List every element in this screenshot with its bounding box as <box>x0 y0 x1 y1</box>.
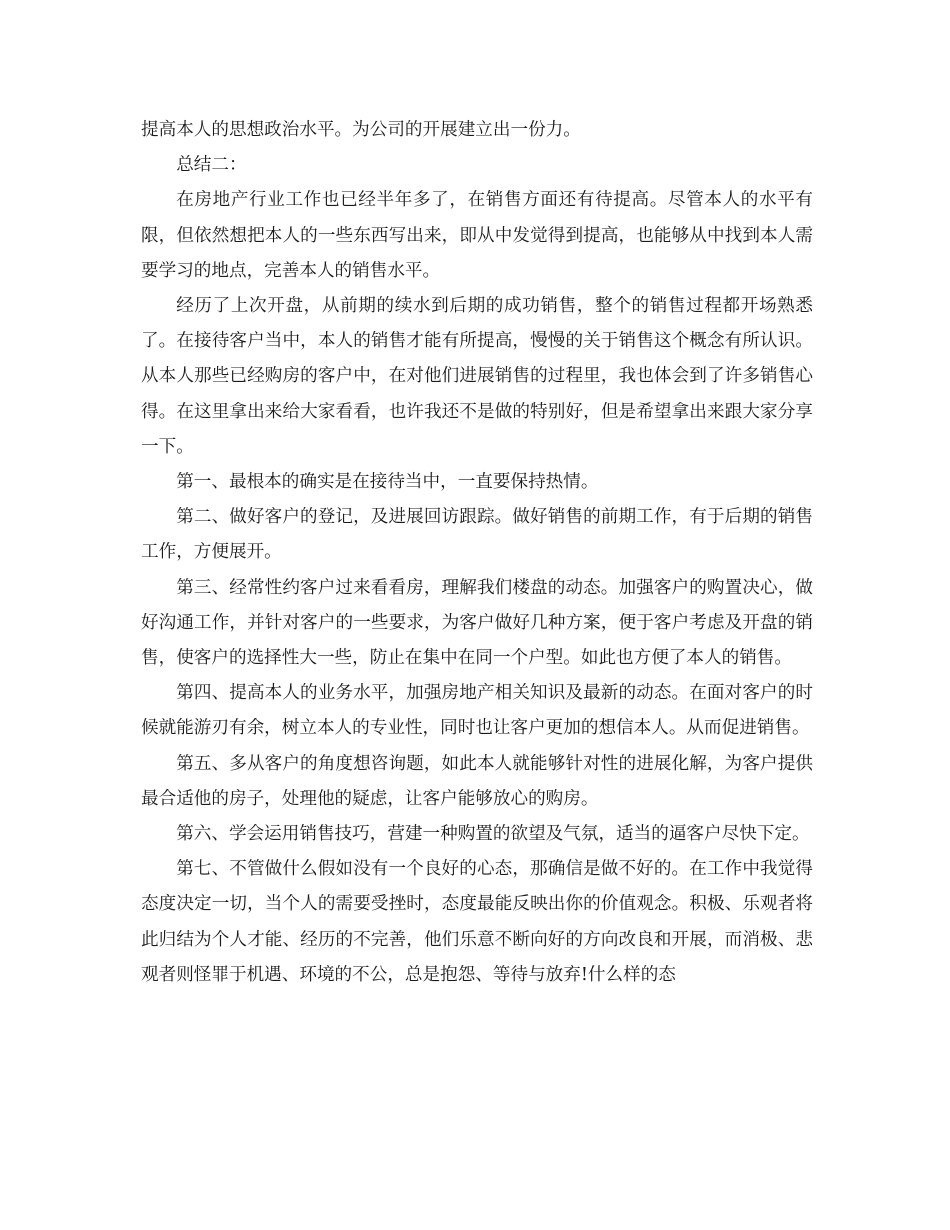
section-heading: 总结二： <box>176 155 247 176</box>
paragraph-point-3: 第三、经常性约客户过来看看房，理解我们楼盘的动态。加强客户的购置决心，做好沟通工作，并针对客户的一些要求，为客户做好几种方案，便于客户考虑及开盘的销售，使客户的选择性大一些，防止在集中在同一个户型。如此也方便了本人的销售。 <box>141 577 813 669</box>
paragraph-point-6: 第六、学会运用销售技巧，营建一种购置的欲望及气氛，适当的逼客户尽快下定。 <box>176 824 810 845</box>
paragraph-point-1: 第一、最根本的确实是在接待当中，一直要保持热情。 <box>176 472 599 493</box>
paragraph-point-2: 第二、做好客户的登记，及进展回访跟踪。做好销售的前期工作，有于后期的销售工作，方便展开。 <box>141 507 813 563</box>
paragraph-experience: 经历了上次开盘，从前期的续水到后期的成功销售，整个的销售过程都开场熟悉了。在接待客户当中，本人的销售才能有所提高，慢慢的关于销售这个概念有所认识。从本人那些已经购房的客户中，在对他们进展销售的过程里，我也体会到了许多销售心得。在这里拿出来给大家看看，也许我还不是做的特别好，但是希望拿出来跟大家分享一下。 <box>141 296 813 457</box>
paragraph-point-4: 第四、提高本人的业务水平，加强房地产相关知识及最新的动态。在面对客户的时候就能游刃有余，树立本人的专业性，同时也让客户更加的想信本人。从而促进销售。 <box>141 683 813 739</box>
paragraph-point-5: 第五、多从客户的角度想咨询题，如此本人就能够针对性的进展化解，为客户提供最合适他的房子，处理他的疑虑，让客户能够放心的购房。 <box>141 753 813 809</box>
paragraph-point-7: 第七、不管做什么假如没有一个良好的心态，那确信是做不好的。在工作中我觉得态度决定一切，当个人的需要受挫时，态度最能反映出你的价值观念。积极、乐观者将此归结为个人才能、经历的不完善，他们乐意不断向好的方向改良和开展，而消极、悲观者则怪罪于机遇、环境的不公，总是抱怨、等待与放弃!什么样的态 <box>141 859 813 985</box>
document-body <box>141 113 813 993</box>
paragraph-continuation: 提高本人的思想政治水平。为公司的开展建立出一份力。 <box>141 120 581 140</box>
paragraph-intro: 在房地产行业工作也已经半年多了，在销售方面还有待提高。尽管本人的水平有限，但依然想把本人的一些东西写出来，即从中发觉得到提高，也能够从中找到本人需要学习的地点，完善本人的销售水平。 <box>141 190 813 281</box>
